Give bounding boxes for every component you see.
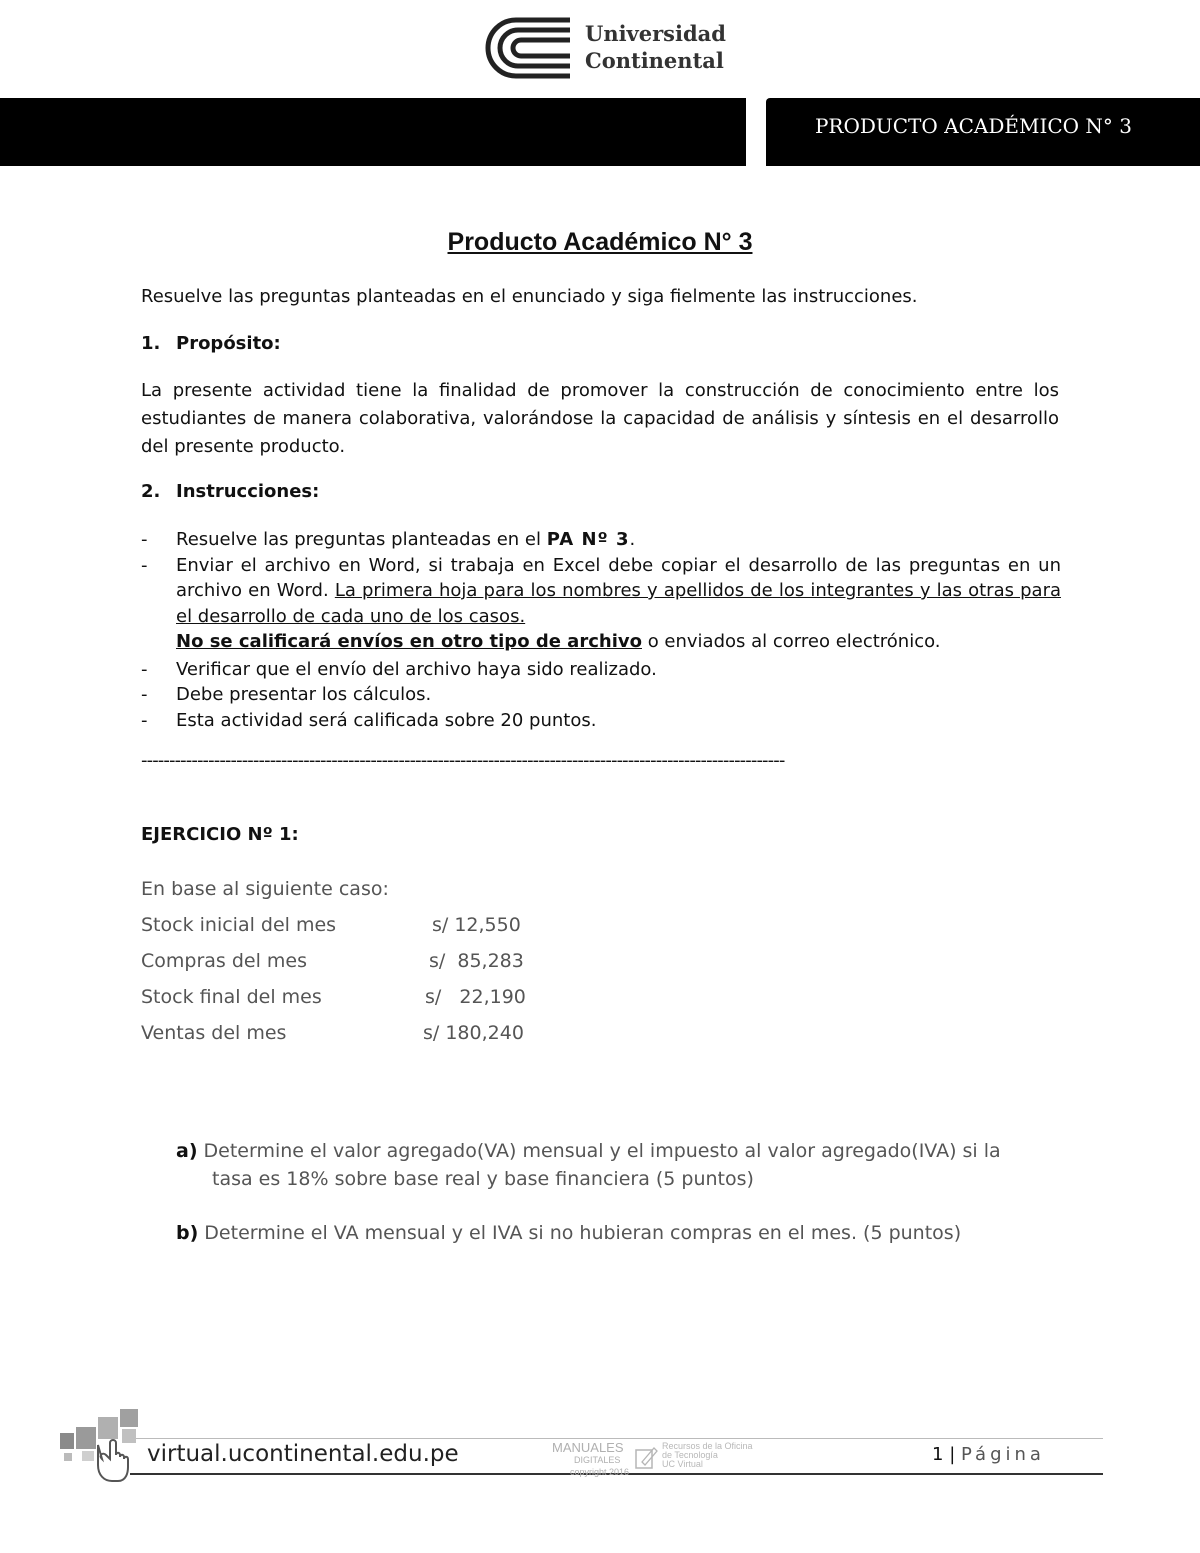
case-row [141,1022,524,1044]
bullet-text: o enviados al correo electrónico. [641,631,941,652]
bullet-text: Resuelve las preguntas planteadas en el [176,529,547,550]
recursos-line-3: UC Virtual [662,1459,703,1469]
list-item [141,682,1061,708]
bullet-dash: - [141,658,148,680]
section-number: 2. [141,481,161,502]
bullet-text: Esta actividad será calificada sobre 20 puntos. [176,709,597,731]
recursos-line-1: Recursos de la Oficina [662,1441,753,1451]
question-b [176,1219,1066,1247]
separator-line: ------------------------------------------------------------------------------------------------------------------- [141,750,785,771]
bullet-dash: - [141,684,148,705]
case-row-amount: s/ 22,190 [425,986,526,1008]
purpose-text: La presente actividad tiene la finalidad de promover la construcción de conocimiento entre los estudiantes de manera colaborativa, valorándose la capacidad de análisis y síntesis en el desarrollo del presente producto. [141,380,1059,457]
bullet-text: Debe presentar los cálculos. [176,684,432,705]
manuales-line-3: copyright 2016 [570,1467,630,1477]
question-label: a) [176,1140,198,1162]
section-title: Propósito: [176,333,281,354]
header-bar-left [0,98,746,166]
instructions-list [141,527,1061,733]
case-row-amount: s/ 12,550 [432,914,521,936]
bullet-bold-underline: No se calificará envíos en otro tipo de archivo [176,631,642,652]
case-row [141,914,521,936]
manuales-line-2: DIGITALES [574,1455,621,1465]
recursos-logo-text [662,1442,753,1469]
case-row-amount: s/ 85,283 [429,950,524,972]
page-word: Página [961,1444,1045,1465]
intro-text: Resuelve las preguntas planteadas en el enunciado y siga fielmente las instrucciones. [141,286,918,307]
question-text-cont: tasa es 18% sobre base real y base financiera (5 puntos) [212,1168,754,1190]
recursos-line-2: de Tecnología [662,1450,718,1460]
section-title: Instrucciones: [176,481,320,502]
question-label: b) [176,1222,199,1244]
question-text: Determine el valor agregado(VA) mensual y el impuesto al valor agregado(IVA) si la [203,1140,1001,1162]
page-number-value: 1 [932,1444,944,1465]
manuales-line-1: MANUALES [552,1440,624,1455]
header-bar-right [766,98,1200,166]
document-banner: PRODUCTO ACADÉMICO N° 3 [814,114,1132,138]
bullet-text: . [629,529,636,550]
list-item [141,657,1061,683]
footer-top-line [136,1438,1103,1439]
question-text: Determine el VA mensual y el IVA si no hubieran compras en el mes. (5 puntos) [204,1222,962,1244]
case-row-label: Compras del mes [141,950,308,972]
exercise-title: EJERCICIO Nº 1: [141,824,299,845]
university-logo-text [585,20,726,74]
section-number: 1. [141,333,161,354]
logo-line-2: Continental [585,48,724,73]
case-row [141,986,526,1008]
case-row-label: Ventas del mes [141,1022,287,1044]
bullet-text: Verificar que el envío del archivo haya sido realizado. [176,658,657,680]
footer-url: virtual.ucontinental.edu.pe [147,1441,459,1467]
logo-line-1: Universidad [585,21,726,46]
bullet-dash: - [141,709,148,731]
page-title: Producto Académico N° 3 [447,228,753,256]
bullet-underline: La primera hoja para los nombres y apellidos de los integrantes y las otras para el desarrollo de cada uno de los casos. [176,580,1061,627]
page-separator: | [949,1444,956,1465]
manuales-digitales-logo [552,1442,629,1478]
section-heading-purpose [141,333,281,354]
page-number [932,1444,1045,1465]
case-row [141,950,524,972]
bullet-dash: - [141,554,148,576]
list-item [141,527,1061,553]
bullet-bold: PA Nº 3 [546,529,630,550]
bullet-dash: - [141,529,148,550]
case-intro: En base al siguiente caso: [141,878,389,900]
question-a [176,1137,1066,1193]
case-row-label: Stock final del mes [141,986,322,1008]
list-item [141,553,1061,655]
section-heading-instructions [141,481,319,502]
bullet-text: Enviar el archivo en Word, si trabaja en Excel debe copiar el desarrollo de las preguntas en un archivo en Word. [176,554,1061,601]
pencil-book-icon [634,1444,658,1470]
list-item [141,708,1061,734]
case-row-amount: s/ 180,240 [423,1022,524,1044]
case-row-label: Stock inicial del mes [141,914,337,936]
